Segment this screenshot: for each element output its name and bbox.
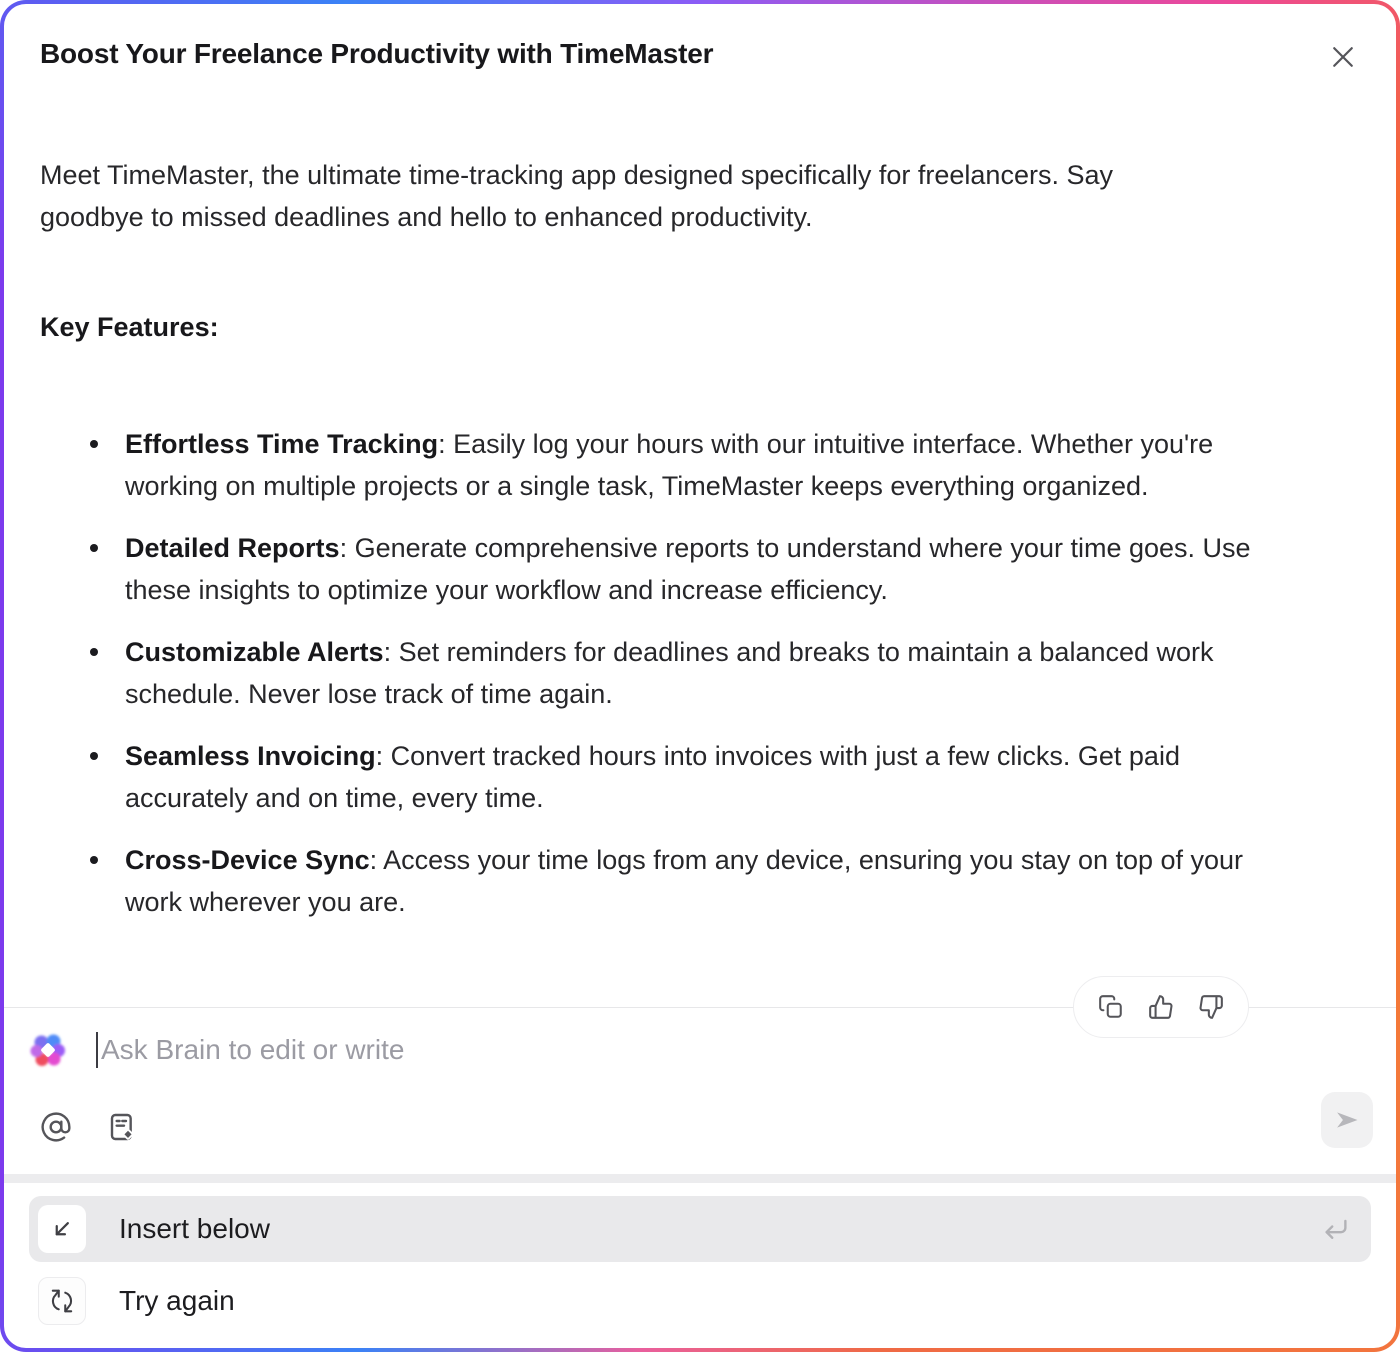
menu-item-label: Insert below xyxy=(119,1213,270,1244)
thumbs-down-icon xyxy=(1198,994,1224,1020)
enter-return-icon xyxy=(1321,1214,1351,1244)
thumbs-down-button[interactable] xyxy=(1190,986,1232,1028)
arrow-down-left-icon xyxy=(48,1215,76,1243)
thumbs-up-button[interactable] xyxy=(1140,986,1182,1028)
feature-desc: : Convert tracked hours into invoices with just a few clicks. Get paid accurately and on time, every time. xyxy=(125,741,1180,813)
composer-toolbar xyxy=(4,1070,1396,1156)
list-item xyxy=(90,735,1270,819)
menu-icon-box xyxy=(38,1205,86,1253)
menu-icon-box xyxy=(38,1277,86,1325)
list-item xyxy=(90,631,1270,715)
input-placeholder: Ask Brain to edit or write xyxy=(101,1034,405,1065)
features-list xyxy=(40,423,1356,923)
list-item xyxy=(90,839,1270,923)
feature-desc: : Generate comprehensive reports to understand where your time goes. Use these insights to optimize your workflow and increase efficiency. xyxy=(125,533,1251,605)
template-button[interactable] xyxy=(102,1107,142,1147)
brain-dialog xyxy=(4,4,1396,1348)
copy-icon xyxy=(1098,994,1124,1020)
send-icon xyxy=(1333,1106,1361,1134)
feature-title: Seamless Invoicing xyxy=(125,741,376,771)
feature-desc: : Set reminders for deadlines and breaks to maintain a balanced work schedule. Never lose track of time again. xyxy=(125,637,1214,709)
feature-title: Cross-Device Sync xyxy=(125,845,370,875)
menu-item-label: Try again xyxy=(119,1285,235,1316)
feature-title: Detailed Reports xyxy=(125,533,340,563)
menu-item-try-again[interactable] xyxy=(29,1268,1371,1334)
list-item xyxy=(90,527,1270,611)
page-title: Boost Your Freelance Productivity with TimeMaster xyxy=(40,38,714,69)
close-icon xyxy=(1328,42,1358,72)
feature-title: Effortless Time Tracking xyxy=(125,429,439,459)
enter-shortcut xyxy=(1321,1214,1351,1244)
doc-sparkle-icon xyxy=(106,1111,138,1143)
text-caret xyxy=(96,1032,98,1068)
feature-desc: : Easily log your hours with our intuitive interface. Whether you're working on multiple projects or a single task, TimeMaster keeps everything organized. xyxy=(125,429,1214,501)
send-button[interactable] xyxy=(1321,1092,1373,1148)
refresh-icon xyxy=(49,1288,75,1314)
content-divider xyxy=(4,1007,1396,1008)
menu-item-insert-below[interactable] xyxy=(29,1196,1371,1262)
brain-logo-icon xyxy=(28,1030,68,1070)
feature-title: Customizable Alerts xyxy=(125,637,384,667)
section-divider xyxy=(4,1174,1396,1183)
response-actions-pill xyxy=(1073,976,1249,1038)
intro-paragraph: Meet TimeMaster, the ultimate time-tracking app designed specifically for freelancers. Say goodbye to missed deadlines and hello to enhanced productivity. xyxy=(40,160,1113,232)
list-item xyxy=(90,423,1270,507)
generated-content xyxy=(4,74,1396,943)
at-sign-icon xyxy=(40,1111,72,1143)
feature-desc: : Access your time logs from any device, ensuring you stay on top of your work wherever you are. xyxy=(125,845,1244,917)
mention-button[interactable] xyxy=(36,1107,76,1147)
suggestion-menu xyxy=(4,1183,1396,1346)
copy-button[interactable] xyxy=(1090,986,1132,1028)
close-button[interactable] xyxy=(1326,40,1360,74)
features-heading: Key Features: xyxy=(40,312,219,342)
dialog-header xyxy=(4,4,1396,74)
thumbs-up-icon xyxy=(1148,994,1174,1020)
